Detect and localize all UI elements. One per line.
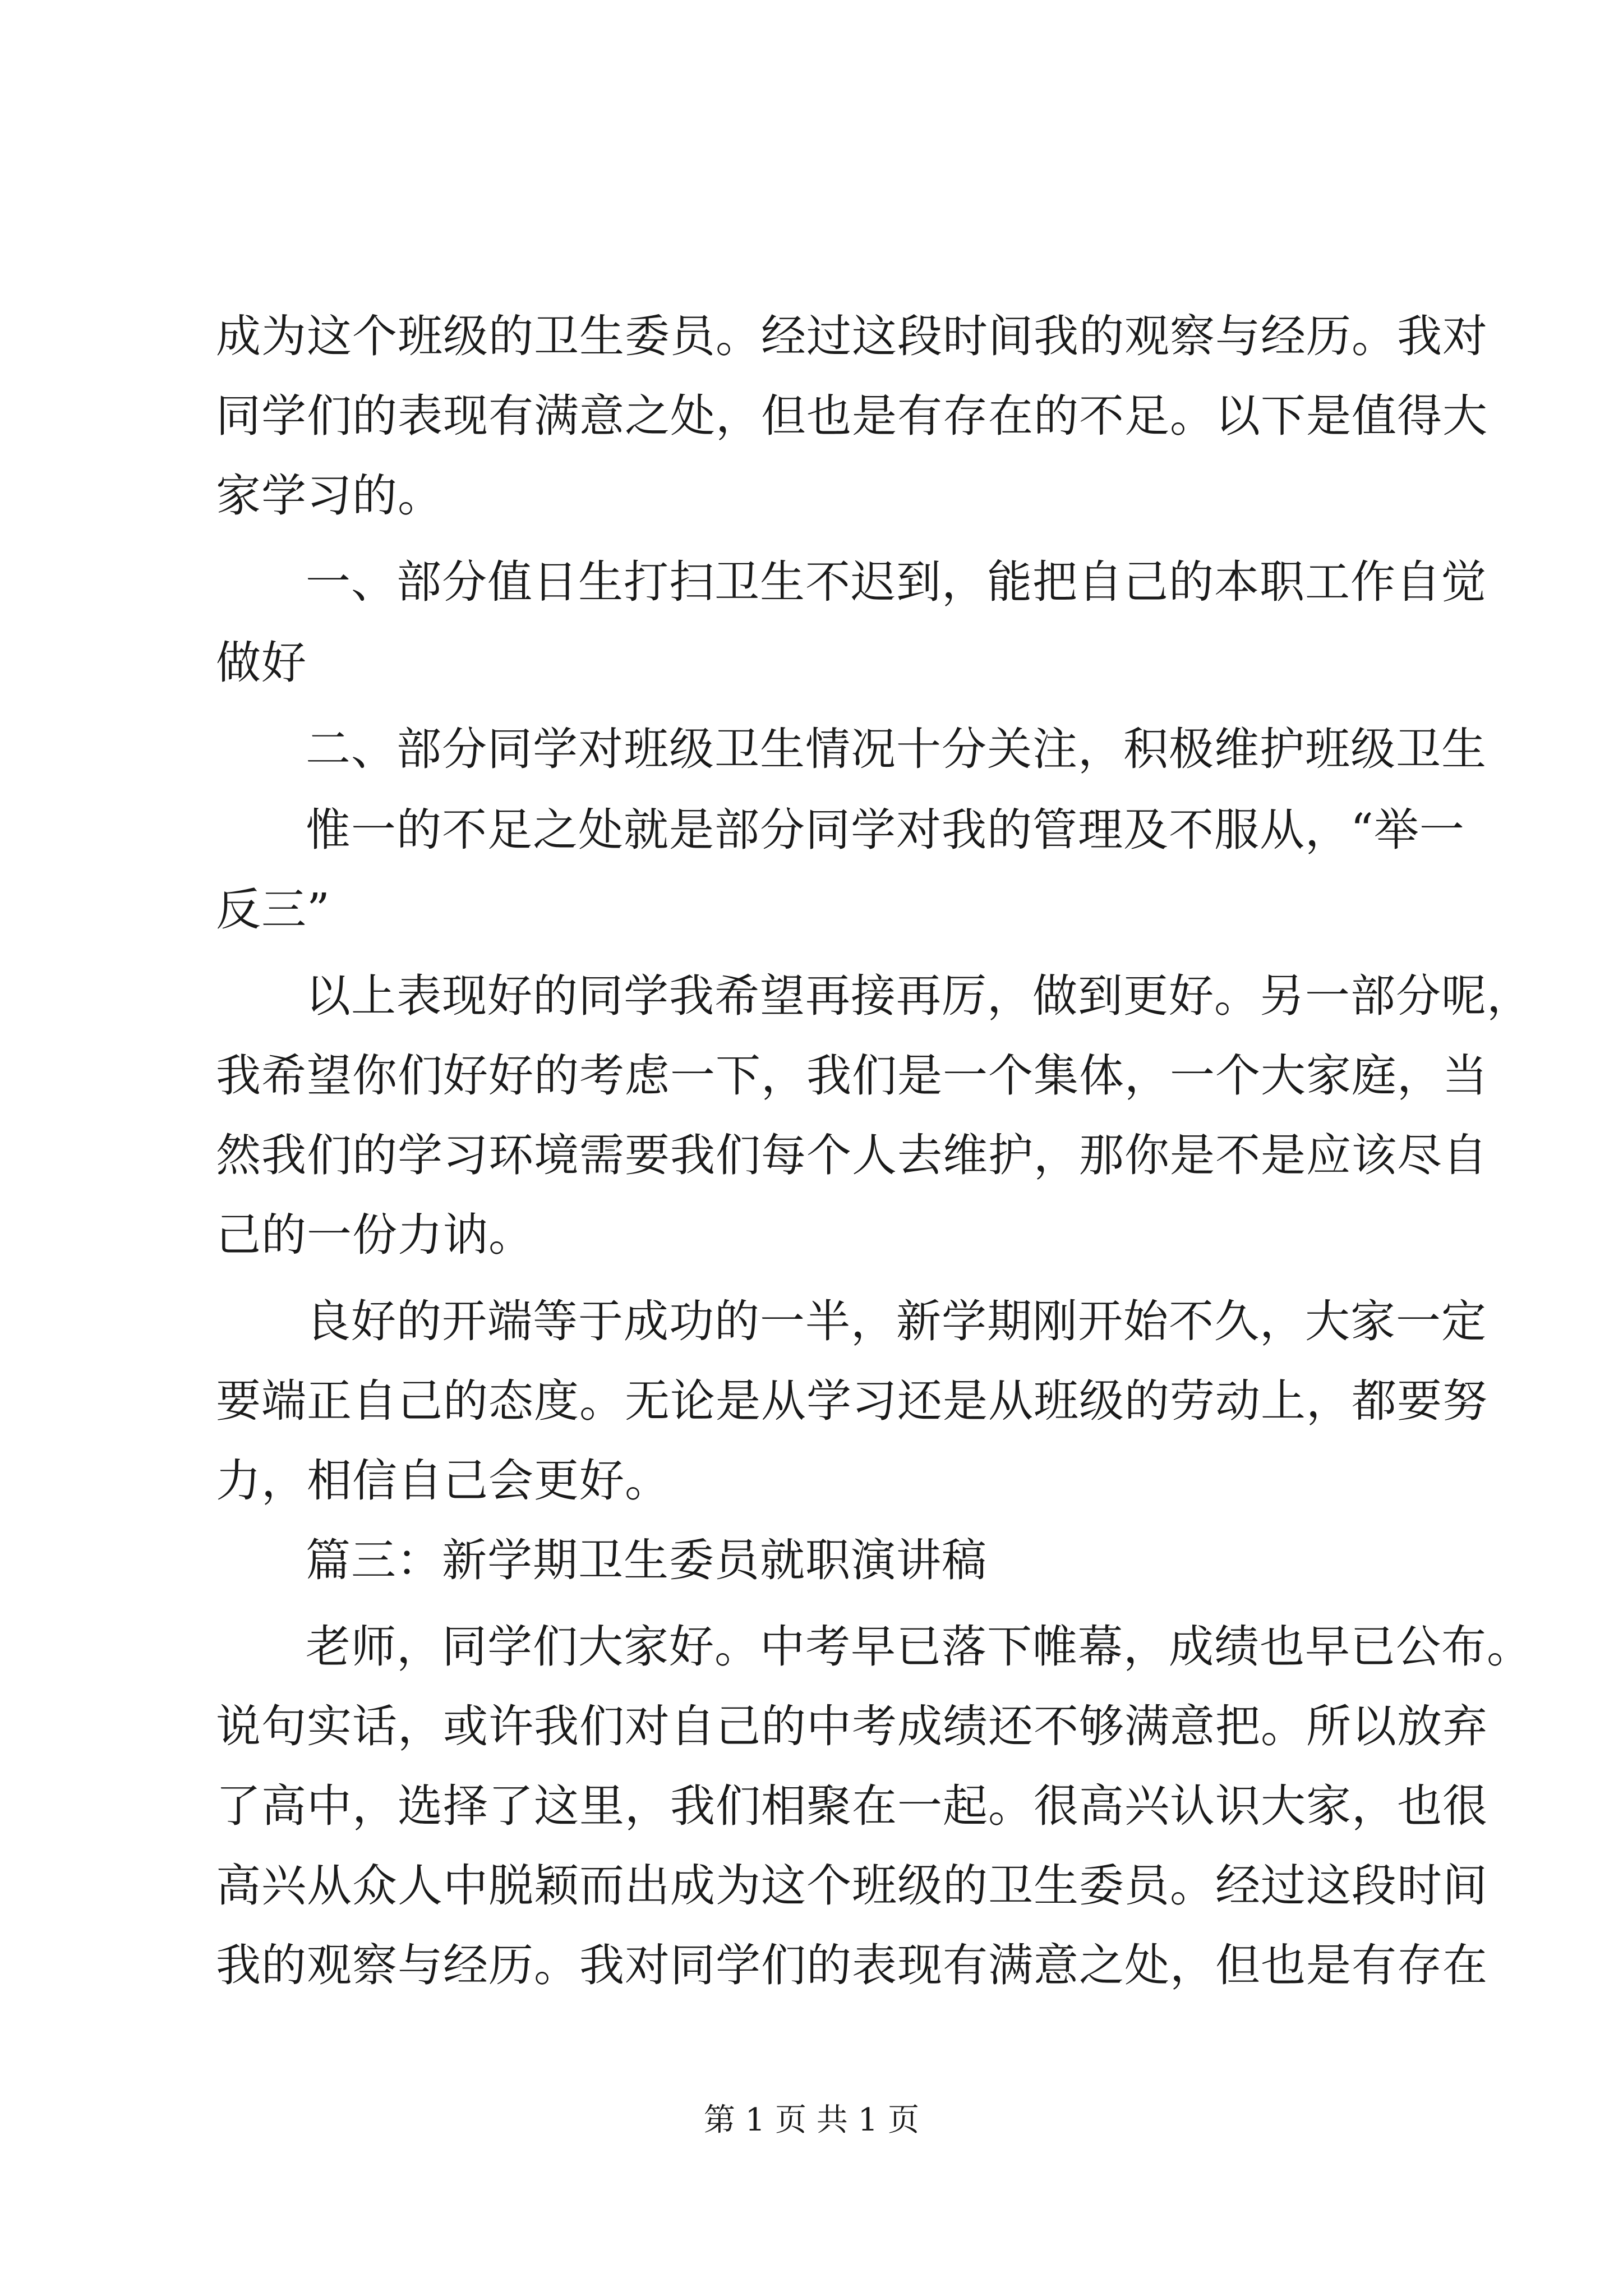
paragraph-line: 良好的开端等于成功的一半，新学期刚开始不久，大家一定	[306, 1295, 1487, 1347]
paragraph-line: 我希望你们好好的考虑一下，我们是一个集体，一个大家庭，当	[216, 1050, 1488, 1102]
paragraph-line: 说句实话，或许我们对自己的中考成绩还不够满意把。所以放弃	[216, 1700, 1488, 1752]
paragraph-line: 反三”	[216, 884, 330, 936]
paragraph-line: 以上表现好的同学我希望再接再厉，做到更好。另一部分呢，	[306, 970, 1532, 1022]
list-item-2: 二、部分同学对班级卫生情况十分关注，积极维护班级卫生	[306, 723, 1487, 775]
section-heading: 篇三：新学期卫生委员就职演讲稿	[306, 1534, 987, 1586]
page-footer: 第 1 页 共 1 页	[703, 2102, 920, 2138]
paragraph-line: 同学们的表现有满意之处，但也是有存在的不足。以下是值得大	[216, 390, 1488, 442]
paragraph-line: 然我们的学习环境需要我们每个人去维护，那你是不是应该尽自	[216, 1129, 1488, 1181]
paragraph-line: 高兴从众人中脱颖而出成为这个班级的卫生委员。经过这段时间	[216, 1860, 1488, 1912]
list-item-1: 一、部分值日生打扫卫生不迟到，能把自己的本职工作自觉	[306, 556, 1487, 608]
paragraph-line: 老师，同学们大家好。中考早已落下帷幕，成绩也早已公布。	[306, 1621, 1532, 1673]
paragraph-line: 家学习的。	[216, 470, 443, 522]
paragraph-line: 做好	[216, 637, 307, 689]
paragraph-line: 力，相信自己会更好。	[216, 1455, 670, 1507]
paragraph-line: 己的一份力讷。	[216, 1209, 534, 1261]
paragraph-line: 惟一的不足之处就是部分同学对我的管理及不服从，“举一	[306, 804, 1465, 856]
paragraph-line: 成为这个班级的卫生委员。经过这段时间我的观察与经历。我对	[216, 310, 1488, 362]
paragraph-line: 了高中，选择了这里，我们相聚在一起。很高兴认识大家，也很	[216, 1780, 1488, 1832]
paragraph-line: 要端正自己的态度。无论是从学习还是从班级的劳动上，都要努	[216, 1375, 1488, 1427]
paragraph-line: 我的观察与经历。我对同学们的表现有满意之处，但也是有存在	[216, 1939, 1488, 1991]
